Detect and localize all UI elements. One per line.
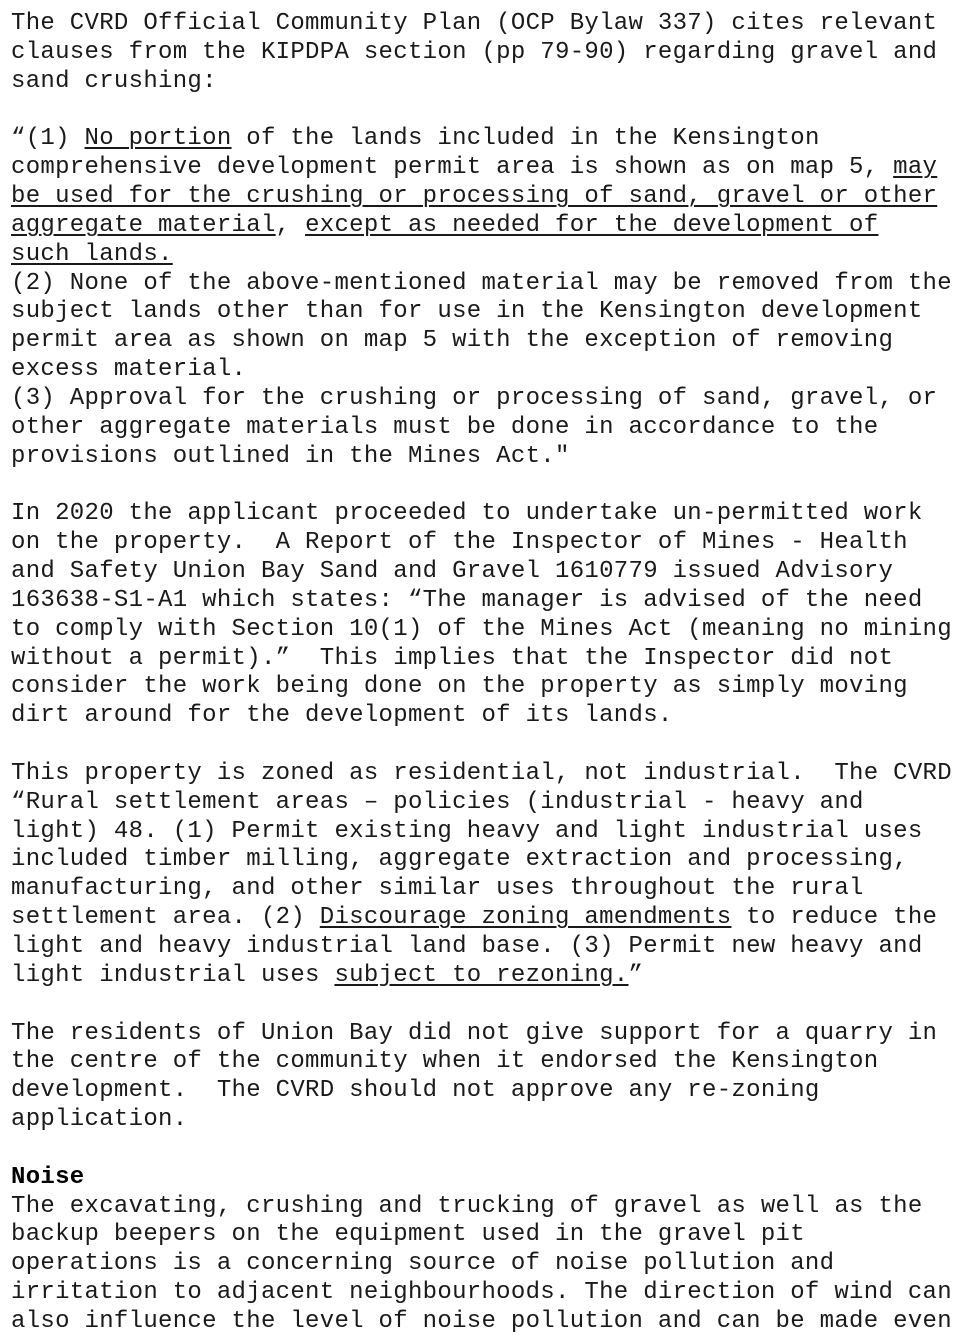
- zoning-paragraph: [11, 760, 971, 991]
- text-line: irritation to adjacent neighbourhoods. The direction of wind can: [11, 1279, 952, 1307]
- text-line: [11, 154, 971, 183]
- underlined-text: aggregate material: [11, 211, 276, 239]
- underlined-text: such lands.: [11, 240, 173, 268]
- residents-paragraph: [11, 1020, 971, 1135]
- advisory-paragraph: [11, 500, 971, 731]
- text-line: [11, 904, 971, 933]
- text-line: application.: [11, 1106, 188, 1134]
- text-line: [11, 241, 971, 270]
- text-line: manufacturing, and other similar uses throughout the rural: [11, 875, 864, 903]
- text-line: and Safety Union Bay Sand and Gravel 1610779 issued Advisory: [11, 558, 894, 586]
- text-line: [11, 125, 971, 154]
- text-run: settlement area. (2): [11, 904, 320, 932]
- text-line: (2) None of the above-mentioned material may be removed from the: [11, 269, 952, 297]
- text-line: provisions outlined in the Mines Act.": [11, 442, 570, 470]
- text-line: This property is zoned as residential, not industrial. The CVRD: [11, 759, 952, 787]
- text-line: dirt around for the development of its lands.: [11, 702, 673, 730]
- text-run: ”: [628, 961, 644, 989]
- text-line: The excavating, crushing and trucking of gravel as well as the: [11, 1192, 923, 1220]
- text-line: (3) Approval for the crushing or processing of sand, gravel, or: [11, 384, 938, 412]
- text-line: consider the work being done on the property as simply moving: [11, 673, 908, 701]
- text-line: In 2020 the applicant proceeded to undertake un-permitted work: [11, 500, 923, 528]
- text-line: [11, 962, 971, 991]
- text-line: without a permit).” This implies that the Inspector did not: [11, 644, 894, 672]
- bylaw-quote: [11, 125, 971, 471]
- text-line: to comply with Section 10(1) of the Mines Act (meaning no mining: [11, 615, 952, 643]
- text-line: clauses from the KIPDPA section (pp 79-90) regarding gravel and: [11, 38, 938, 66]
- text-line: permit area as shown on map 5 with the exception of removing: [11, 327, 894, 355]
- underlined-text: No portion: [84, 125, 232, 153]
- text-line: backup beepers on the equipment used in the gravel pit: [11, 1221, 805, 1249]
- text-line: included timber milling, aggregate extraction and processing,: [11, 846, 908, 874]
- underlined-text: may: [893, 154, 938, 182]
- underlined-text: Discourage zoning amendments: [319, 904, 732, 932]
- text-line: 163638-S1-A1 which states: “The manager is advised of the need: [11, 586, 923, 614]
- underlined-text: except as needed for the development of: [305, 211, 879, 239]
- text-run: light industrial uses: [11, 961, 335, 989]
- text-line: operations is a concerning source of noise pollution and: [11, 1250, 835, 1278]
- text-run: to reduce the: [731, 904, 938, 932]
- text-line: [11, 183, 971, 212]
- text-run: comprehensive development permit area is shown as on map 5,: [11, 154, 894, 182]
- section-heading: Noise: [11, 1163, 85, 1191]
- text-line: [11, 212, 971, 241]
- text-line: light and heavy industrial land base. (3) Permit new heavy and: [11, 933, 923, 960]
- text-line: The CVRD Official Community Plan (OCP Bylaw 337) cites relevant: [11, 10, 938, 37]
- text-line: also influence the level of noise pollution and can be made even: [11, 1307, 952, 1335]
- underlined-text: be used for the crushing or processing of sand, gravel or other: [11, 183, 938, 211]
- text-line: light) 48. (1) Permit existing heavy and light industrial uses: [11, 817, 923, 845]
- text-line: development. The CVRD should not approve any re-zoning: [11, 1077, 820, 1105]
- text-run: of the lands included in the Kensington: [231, 125, 820, 153]
- text-run: ,: [275, 211, 306, 239]
- text-line: on the property. A Report of the Inspector of Mines - Health: [11, 529, 908, 557]
- text-line: sand crushing:: [11, 67, 217, 95]
- text-line: the centre of the community when it endorsed the Kensington: [11, 1048, 879, 1076]
- intro-paragraph: [11, 10, 971, 97]
- text-line: other aggregate materials must be done in accordance to the: [11, 413, 879, 441]
- text-line: The residents of Union Bay did not give support for a quarry in: [11, 1019, 938, 1047]
- text-line: excess material.: [11, 356, 247, 384]
- text-line: subject lands other than for use in the Kensington development: [11, 298, 923, 326]
- noise-section: [11, 1164, 971, 1337]
- text-line: “Rural settlement areas – policies (industrial - heavy and: [11, 788, 864, 816]
- text-run: “(1): [11, 125, 85, 153]
- underlined-text: subject to rezoning.: [334, 961, 629, 989]
